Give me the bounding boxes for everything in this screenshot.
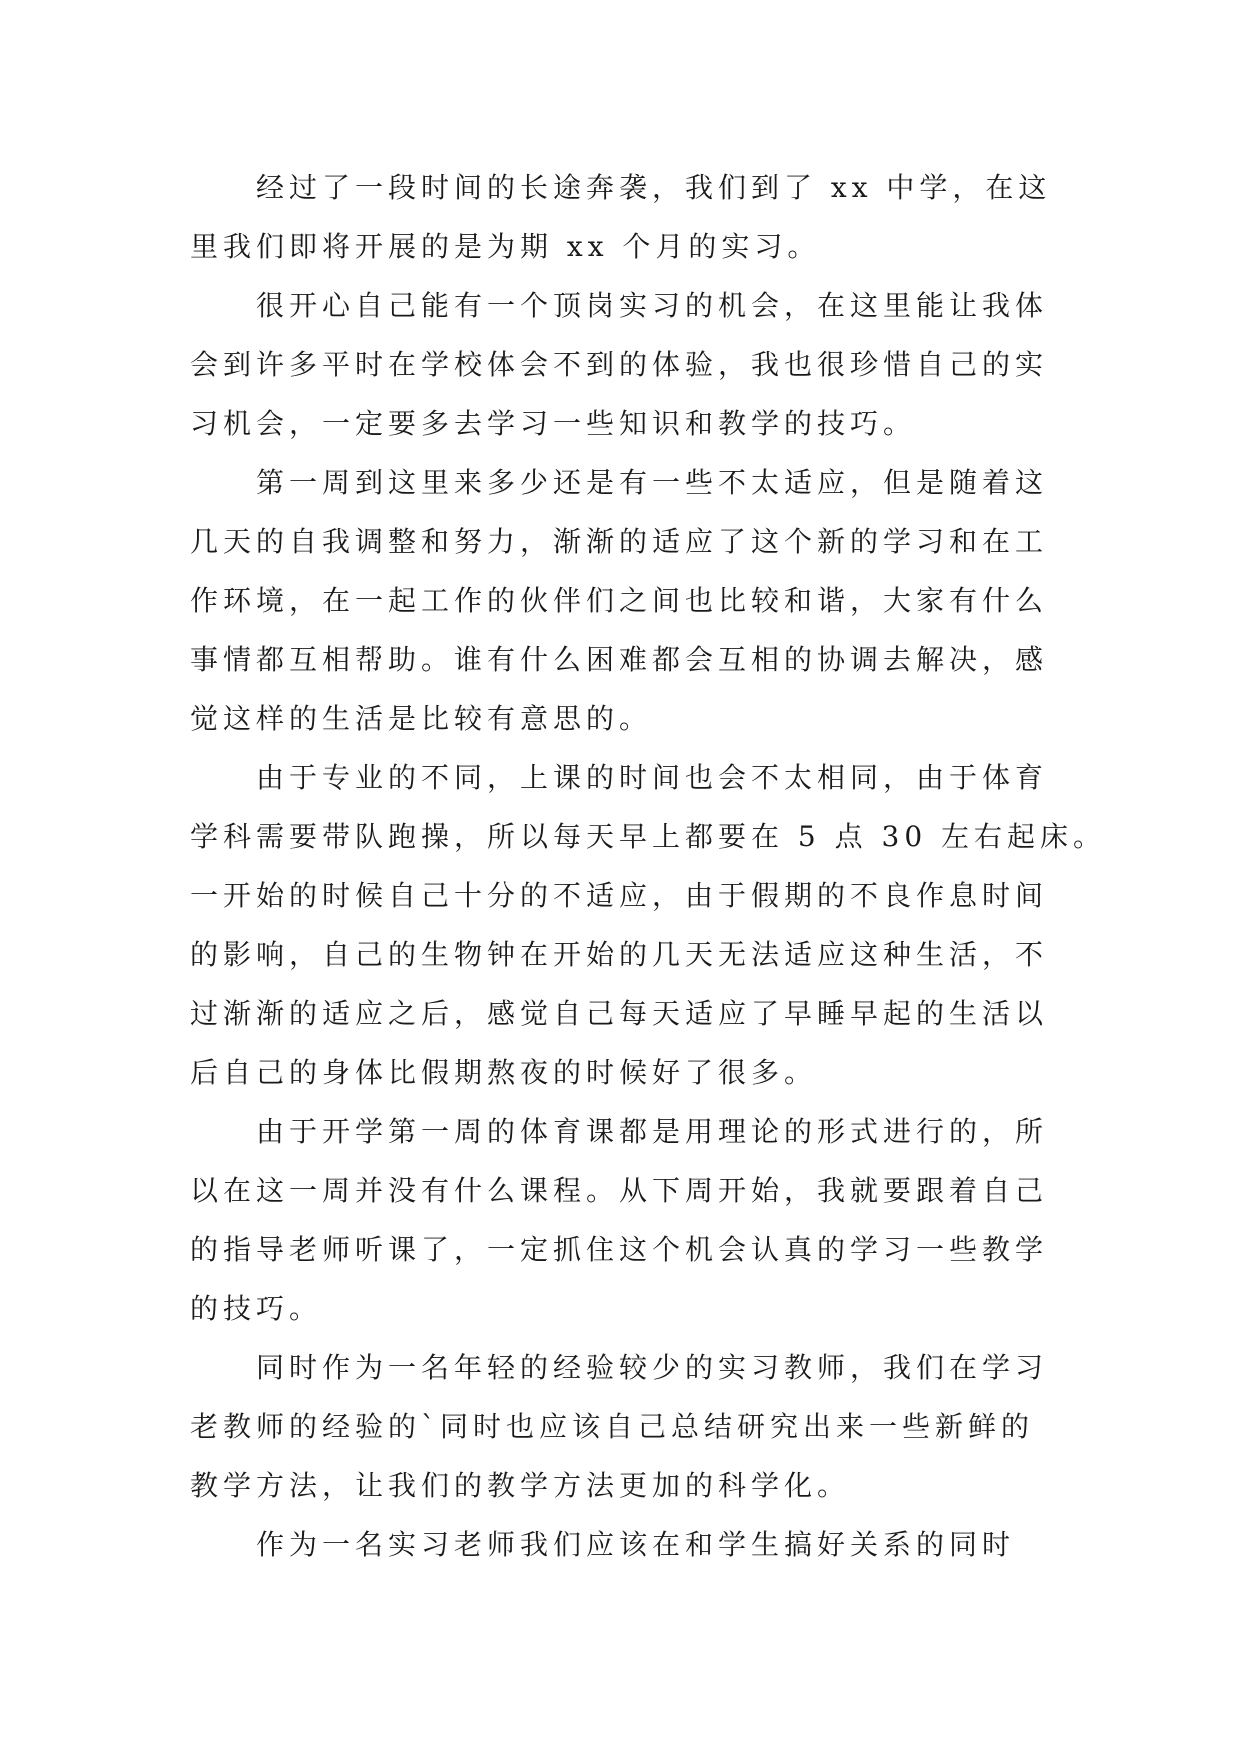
text-line: 的指导老师听课了，一定抓住这个机会认真的学习一些教学 <box>190 1233 1049 1266</box>
text-line: 老教师的经验的`同时也应该自己总结研究出来一些新鲜的 <box>190 1410 1035 1443</box>
text-line: 后自己的身体比假期熬夜的时候好了很多。 <box>190 1056 818 1089</box>
text-line: 一开始的时候自己十分的不适应，由于假期的不良作息时间 <box>190 879 1049 912</box>
text-line: 教学方法，让我们的教学方法更加的科学化。 <box>190 1469 851 1502</box>
text-line: 事情都互相帮助。谁有什么困难都会互相的协调去解决，感 <box>190 643 1049 676</box>
text-line: 会到许多平时在学校体会不到的体验，我也很珍惜自己的实 <box>190 348 1049 381</box>
text-line: 由于开学第一周的体育课都是用理论的形式进行的，所 <box>256 1115 1049 1148</box>
text-line: 的影响，自己的生物钟在开始的几天无法适应这种生活，不 <box>190 938 1049 971</box>
text-line: 以在这一周并没有什么课程。从下周开始，我就要跟着自己 <box>190 1174 1049 1207</box>
text-line: 作环境，在一起工作的伙伴们之间也比较和谐，大家有什么 <box>190 584 1049 617</box>
text-line: 由于专业的不同，上课的时间也会不太相同，由于体育 <box>256 761 1049 794</box>
text-line: 作为一名实习老师我们应该在和学生搞好关系的同时 <box>256 1528 1016 1561</box>
text-line: 过渐渐的适应之后，感觉自己每天适应了早睡早起的生活以 <box>190 997 1049 1030</box>
text-line: 觉这样的生活是比较有意思的。 <box>190 702 653 735</box>
text-line: 很开心自己能有一个顶岗实习的机会，在这里能让我体 <box>256 289 1049 322</box>
text-line: 学科需要带队跑操，所以每天早上都要在 5 点 30 左右起床。 <box>190 820 1107 853</box>
document-body <box>190 158 1107 1574</box>
text-line: 第一周到这里来多少还是有一些不太适应，但是随着这 <box>256 466 1049 499</box>
text-line: 经过了一段时间的长途奔袭，我们到了 xx 中学，在这 <box>256 171 1052 204</box>
text-line: 几天的自我调整和努力，渐渐的适应了这个新的学习和在工 <box>190 525 1049 558</box>
text-line: 习机会，一定要多去学习一些知识和教学的技巧。 <box>190 407 917 440</box>
text-line: 的技巧。 <box>190 1292 323 1325</box>
text-line: 里我们即将开展的是为期 xx 个月的实习。 <box>190 230 821 263</box>
text-line: 同时作为一名年轻的经验较少的实习教师，我们在学习 <box>256 1351 1049 1384</box>
